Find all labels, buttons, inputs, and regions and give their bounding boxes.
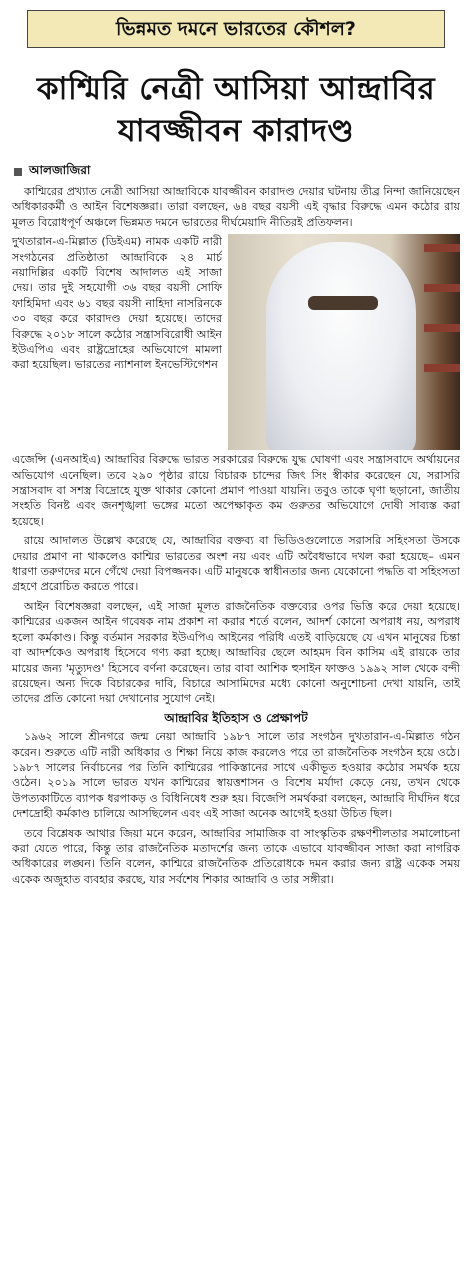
byline-source: আলজাজিরা [29,163,91,177]
paragraph: ১৯৬২ সালে শ্রীনগরে জন্ম নেয়া আন্দ্রাবি ১৯৮৭ সালে তার সংগঠন দুখতারান-এ-মিল্লাত গঠন করেন। শুরুতে এটি নারী অধিকার ও শিক্ষা নিয়ে কাজ করলেও পরে তা রাজনৈতিক সংগঠন হয়ে ওঠে। ১৯৮৭ সালের নির্বাচনের পর তিনি কাশ্মিরের পাকিস্তানের সাথে একীভূত হওয়ার কঠোর সমর্থক হয়ে ওঠেন। ২০১৯ সালে ভারত যখন কাশ্মিরের স্বায়ত্তশাসন ও বিশেষ মর্যাদা কেড়ে নেয়, তখন থেকে উপত্যকাটিতে ব্যাপক ধরপাকড় ও বিধিনিষেধ শুরু হয়। বিজেপি সমর্থকরা বলছেন, আন্দ্রাবি দীর্ঘদিন ধরে দেশদ্রোহী কর্মকাণ্ড চালিয়ে আসছিলেন এবং এই সাজা অনেক আগেই হওয়া উচিত ছিল। [12,730,460,821]
article-body [12,184,460,887]
bookshelf-shape [424,364,460,372]
kicker-container [12,0,460,52]
byline [14,162,460,182]
portrait-photo [228,234,460,450]
paragraph: রায়ে আদালত উল্লেখ করেছে যে, আন্দ্রাবির বক্তব্য বা ভিডিওগুলোতে সরাসরি সহিংসতা উসকে দেয়ার প্রমাণ না থাকলেও কাশ্মির ভারতের অংশ নয় এবং এটি অবৈধভাবে দখল করা হয়েছে– এমন ধারণা তরুণদের মনে গেঁথে দেয়া বিপজ্জনক। এটি মানুষকে স্বাধীনতার জন্য যেকোনো পদ্ধতি বা সহিংসতা গ্রহণে প্ররোচিত করতে পারে। [12,534,460,594]
glasses-shape [308,296,378,310]
bookshelf-shape [424,244,460,252]
paragraph: তবে বিশ্লেষক আথার জিয়া মনে করেন, আন্দ্রাবির সামাজিক বা সাংস্কৃতিক রক্ষণশীলতার সমালোচনা করা যেতে পারে, কিন্তু তার রাজনৈতিক মতাদর্শের জন্য তাকে এভাবে যাবজ্জীবন সাজা করা নাগরিক অধিকারের লঙ্ঘন। তিনি বলেন, কাশ্মিরে রাজনৈতিক প্রতিরোধকে দমন করার জন্য রাষ্ট্র একেক সময় একেক অজুহাত ব্যবহার করছে, যার সর্বশেষ শিকার আন্দ্রাবি ও তার সঙ্গীরা। [12,826,460,886]
paragraph-continued: এজেন্সি (এনআইএ) আন্দ্রাবির বিরুদ্ধে ভারত সরকারের বিরুদ্ধে যুদ্ধ ঘোষণা এবং সন্ত্রাসবাদে অর্থায়নের অভিযোগ এনেছিল। তবে ২৯০ পৃষ্ঠার রায়ে বিচারক চান্দের জিৎ সিং স্বীকার করেছেন যে, সরাসরি সন্ত্রাসবাদ বা সশস্ত্র বিদ্রোহে যুক্ত থাকার কোনো প্রমাণ পাওয়া যায়নি। তবুও তাকে ঘৃণা ছড়ানো, জাতীয় সংহতি বিনষ্ট এবং জনশৃঙ্খলা ভঙ্গের মতো অপেক্ষাকৃত কম গুরুতর অভিযোগে দোষী সাব্যস্ত করা হয়েছে। [12,453,460,528]
veiled-figure [266,242,416,450]
kicker-banner: ভিন্নমত দমনে ভারতের কৌশল? [27,10,445,48]
float-paragraph: দুখতারান-এ-মিল্লাত (ডিইএম) নামক একটি নারী সংগঠনের প্রতিষ্ঠাতা আন্দ্রাবিকে ২৪ মার্চ নয়াদিল্লির একটি বিশেষ আদালত এই সাজা দেয়। তার দুই সহযোগী ৩৬ বছর বয়সী সোফি ফাহিমিদা এবং ৬১ বছর বয়সী নাহিদা নাসরিনকে ৩০ বছর করে কারাদণ্ড দেয়া হয়েছে। তাদের বিরুদ্ধে ২০১৮ সালে কঠোর সন্ত্রাসবিরোধী আইন ইউএপিএ এবং রাষ্ট্রদ্রোহের অভিযোগে মামলা করা হয়েছিল। ভারতের ন্যাশনাল ইনভেস্টিগেশন [12,235,222,372]
bookshelf-shape [424,284,460,292]
paragraph: আইন বিশেষজ্ঞরা বলছেন, এই সাজা মূলত রাজনৈতিক বক্তব্যের ওপর ভিত্তি করে দেয়া হয়েছে। কাশ্মিরের একজন আইন গবেষক নাম প্রকাশ না করার শর্তে বলেন, আদর্শ কোনো অপরাধ নয়, অপরাধ হলো কর্মকাণ্ড। কিন্তু বর্তমান সরকার ইউএপিএ আইনের পরিধি এতই বাড়িয়েছে যে এখন মানুষের চিন্তা বা আদর্শকেও অপরাধ হিসেবে গণ্য করা হচ্ছে। আন্দ্রাবির ছেলে আহমদ বিন কাসিম এই রায়কে তার মায়ের জন্য 'মৃত্যুদণ্ড' হিসেবে বর্ণনা করেছেন। তার বাবা আশিক হুসাইন ফাক্তও ১৯৯২ সাল থেকে বন্দী রয়েছেন। অন্য দিকে বিচারকের দাবি, বিচারে আসামিদের মধ্যে কোনো অনুশোচনা দেখা যায়নি, তাই তাদের প্রতি কোনো দয়া দেখানোর সুযোগ নেই। [12,599,460,706]
headline: কাশ্মিরি নেত্রী আসিয়া আন্দ্রাবির যাবজ্জীবন কারাদণ্ড [36,71,436,149]
intro-paragraph: কাশ্মিরের প্রখ্যাত নেত্রী আসিয়া আন্দ্রাবিকে যাবজ্জীবন কারাদণ্ড দেয়ার ঘটনায় তীব্র নিন্দা জানিয়েছেন অধিকারকর্মী ও আইন বিশেষজ্ঞরা। তারা বলছেন, ৬৪ বছর বয়সী এই বৃদ্ধার বিরুদ্ধে এমন কঠোর রায় মূলত বিরোধপূর্ণ অঞ্চলে ভিন্নমত দমনে ভারতের দীর্ঘমেয়াদি নীতিরই প্রতিফলন। [12,185,460,229]
square-bullet-icon [14,168,22,176]
section-heading: আন্দ্রাবির ইতিহাস ও প্রেক্ষাপট [164,710,308,725]
bookshelf-shape [424,324,460,332]
text-with-photo [12,234,460,450]
